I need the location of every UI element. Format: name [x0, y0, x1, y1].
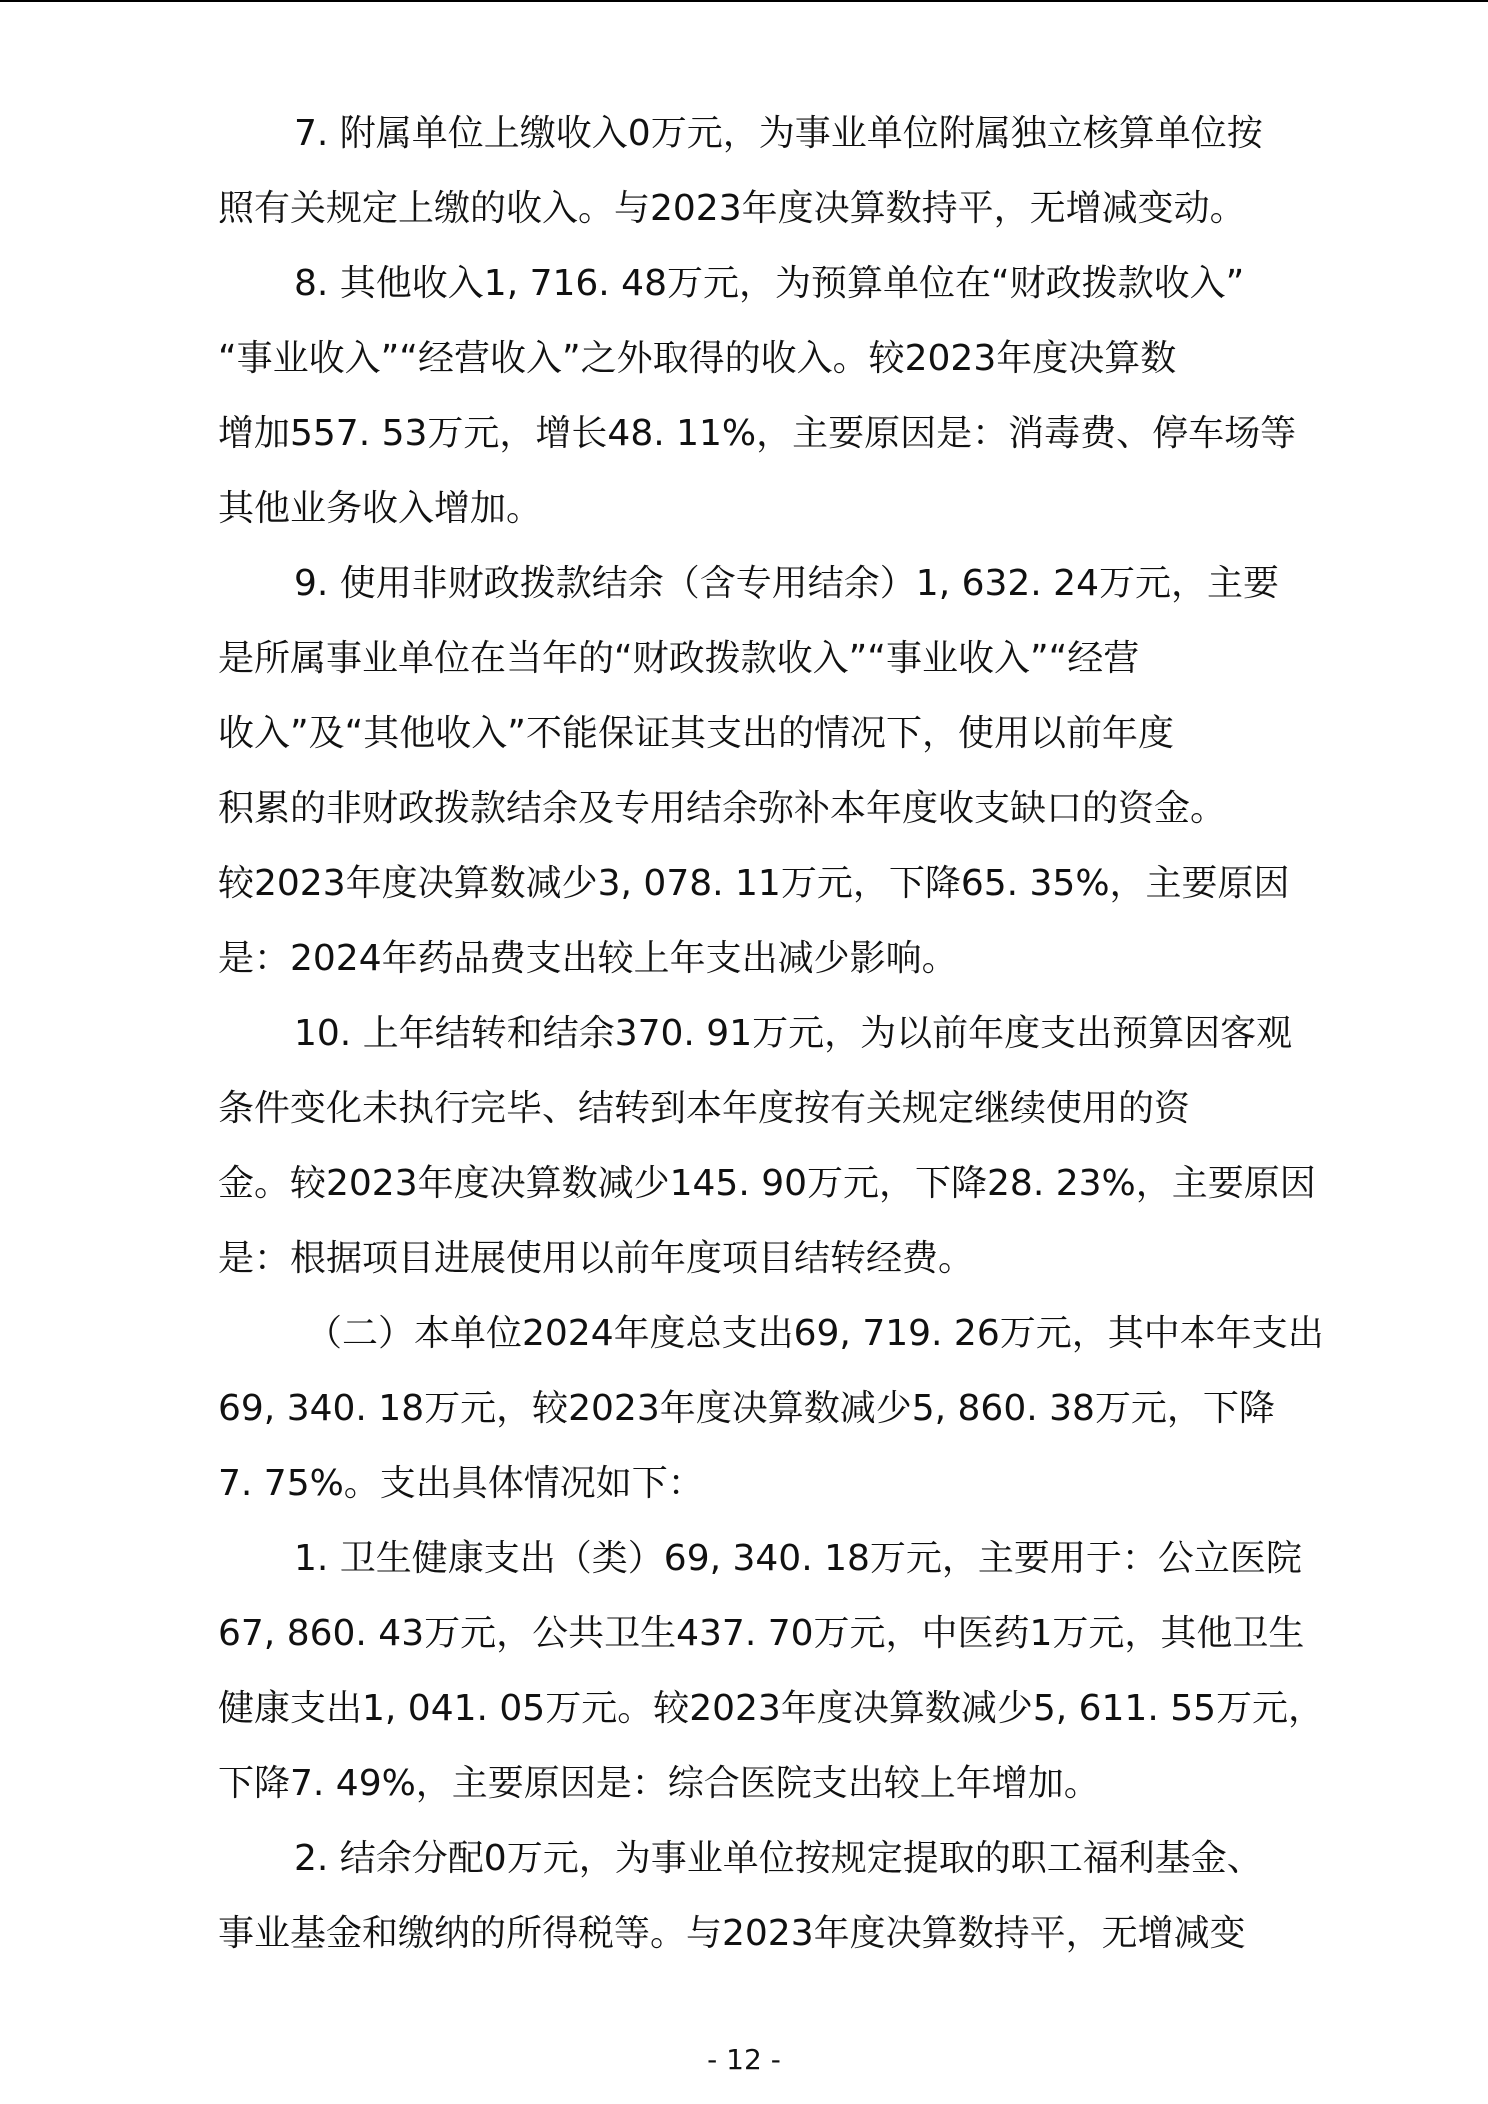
paragraph-9-line-5: 较2023年度决算数减少3, 078. 11万元，下降65. 35%，主要原因: [218, 863, 1290, 904]
section-2-line-1: （二）本单位2024年度总支出69, 719. 26万元，其中本年支出: [306, 1313, 1324, 1354]
expense-1-line-3: 健康支出1, 041. 05万元。较2023年度决算数减少5, 611. 55万元，: [218, 1688, 1325, 1729]
paragraph-10-line-4: 是：根据项目进展使用以前年度项目结转经费。: [218, 1238, 975, 1279]
paragraph-9-line-2: 是所属事业单位在当年的“财政拨款收入”“事业收入”“经营: [218, 638, 1140, 679]
paragraph-8-line-4: 其他业务收入增加。: [218, 488, 543, 529]
section-2-line-3: 7. 75%。支出具体情况如下：: [218, 1463, 704, 1504]
paragraph-7-line-2: 照有关规定上缴的收入。与2023年度决算数持平，无增减变动。: [218, 188, 1246, 229]
paragraph-7-line-1: 7. 附属单位上缴收入0万元，为事业单位附属独立核算单位按: [294, 113, 1263, 154]
expense-2-line-2: 事业基金和缴纳的所得税等。与2023年度决算数持平，无增减变: [218, 1913, 1246, 1954]
paragraph-9-line-1: 9. 使用非财政拨款结余（含专用结余）1, 632. 24万元，主要: [294, 563, 1279, 604]
document-body: [218, 96, 1325, 1971]
page-top-border: [0, 0, 1488, 2]
paragraph-8-line-3: 增加557. 53万元，增长48. 11%，主要原因是：消毒费、停车场等: [218, 413, 1297, 454]
expense-2-line-1: 2. 结余分配0万元，为事业单位按规定提取的职工福利基金、: [294, 1838, 1263, 1879]
paragraph-10-line-3: 金。较2023年度决算数减少145. 90万元，下降28. 23%，主要原因: [218, 1163, 1316, 1204]
paragraph-9-line-3: 收入”及“其他收入”不能保证其支出的情况下，使用以前年度: [218, 713, 1174, 754]
page-number: - 12 -: [707, 2043, 781, 2076]
expense-1-line-4: 下降7. 49%，主要原因是：综合医院支出较上年增加。: [218, 1763, 1100, 1804]
expense-1-line-2: 67, 860. 43万元，公共卫生437. 70万元，中医药1万元，其他卫生: [218, 1613, 1305, 1654]
paragraph-9-line-4: 积累的非财政拨款结余及专用结余弥补本年度收支缺口的资金。: [218, 788, 1227, 829]
paragraph-10-line-2: 条件变化未执行完毕、结转到本年度按有关规定继续使用的资: [218, 1088, 1191, 1129]
paragraph-8-line-1: 8. 其他收入1, 716. 48万元，为预算单位在“财政拨款收入”: [294, 263, 1245, 304]
paragraph-9-line-6: 是：2024年药品费支出较上年支出减少影响。: [218, 938, 958, 979]
section-2-line-2: 69, 340. 18万元，较2023年度决算数减少5, 860. 38万元，下降: [218, 1388, 1275, 1429]
paragraph-10-line-1: 10. 上年结转和结余370. 91万元，为以前年度支出预算因客观: [294, 1013, 1293, 1054]
paragraph-8-line-2: “事业收入”“经营收入”之外取得的收入。较2023年度决算数: [218, 338, 1177, 379]
expense-1-line-1: 1. 卫生健康支出（类）69, 340. 18万元，主要用于：公立医院: [294, 1538, 1302, 1579]
